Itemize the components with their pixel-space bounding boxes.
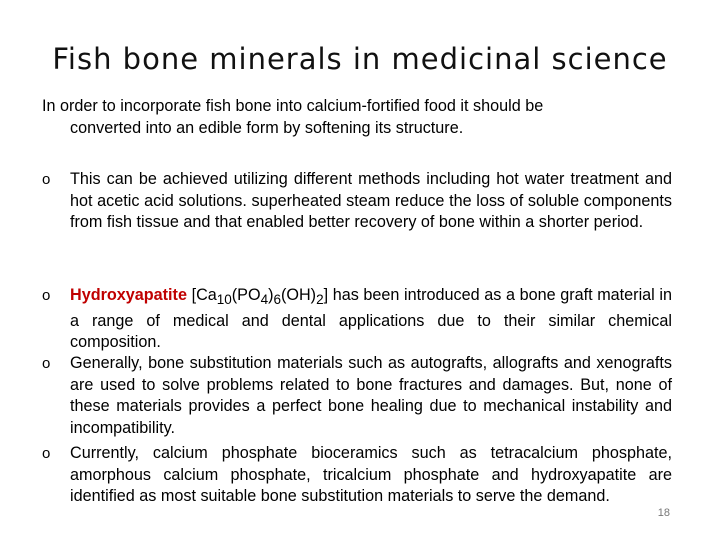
slide-title: Fish bone minerals in medicinal science [52, 42, 668, 76]
formula-sub: 6 [273, 292, 281, 308]
bullet-marker: o [42, 287, 51, 304]
bullet-item-methods [42, 169, 672, 234]
bullet-text: Generally, bone substitution materials such as autografts, allografts and xenografts are used to solve problems related to bone fractures and damages. But, none of these materials provides a perfect bone healing due to mechanical instability and incompatibility. [70, 354, 672, 437]
intro-first-text: order to incorporate fish bone into calcium-fortified food it should be [60, 97, 544, 115]
bullet-item-hydroxyapatite [42, 285, 672, 354]
intro-continuation: converted into an edible form by softening its structure. [70, 118, 464, 137]
formula-part: (PO [231, 286, 261, 304]
bullet-marker: o [42, 171, 51, 188]
formula-sub: 4 [260, 292, 269, 308]
formula-part: [Ca [186, 286, 217, 304]
formula-sub: 10 [216, 292, 232, 308]
hydroxyapatite-term: Hydroxyapatite [70, 286, 187, 304]
bullet-text: This can be achieved utilizing different methods including hot water treatment and hot acetic acid solutions. superheated steam reduce the loss of soluble components from fish tissue and that enabled better recovery of bone within a shorter period. [70, 170, 672, 231]
bullet-item-substitution [42, 353, 672, 439]
formula-sub: 2 [316, 292, 324, 308]
bullet-marker: o [42, 355, 51, 372]
intro-paragraph [42, 96, 672, 139]
intro-lead-word: In [42, 97, 56, 115]
formula-part: (OH) [281, 286, 317, 304]
intro-first-line [42, 96, 672, 118]
bullet-text [70, 285, 672, 354]
bullet-marker: o [42, 445, 51, 462]
bullet-item-bioceramics [42, 443, 672, 508]
formula-part: ) [268, 286, 274, 304]
page-number: 18 [657, 507, 670, 519]
chemical-formula [186, 286, 329, 308]
bullet-text: Currently, calcium phosphate bioceramics such as tetracalcium phosphate, amorphous calcium phosphate, tricalcium phosphate and hydroxyapatite are identified as most suitable bone substitution materials to serve the demand. [70, 444, 672, 505]
formula-part: ] [323, 286, 329, 304]
bullet-rest-text: has been introduced as a bone graft material in a range of medical and dental applications due to their similar chemical composition. [70, 286, 672, 352]
